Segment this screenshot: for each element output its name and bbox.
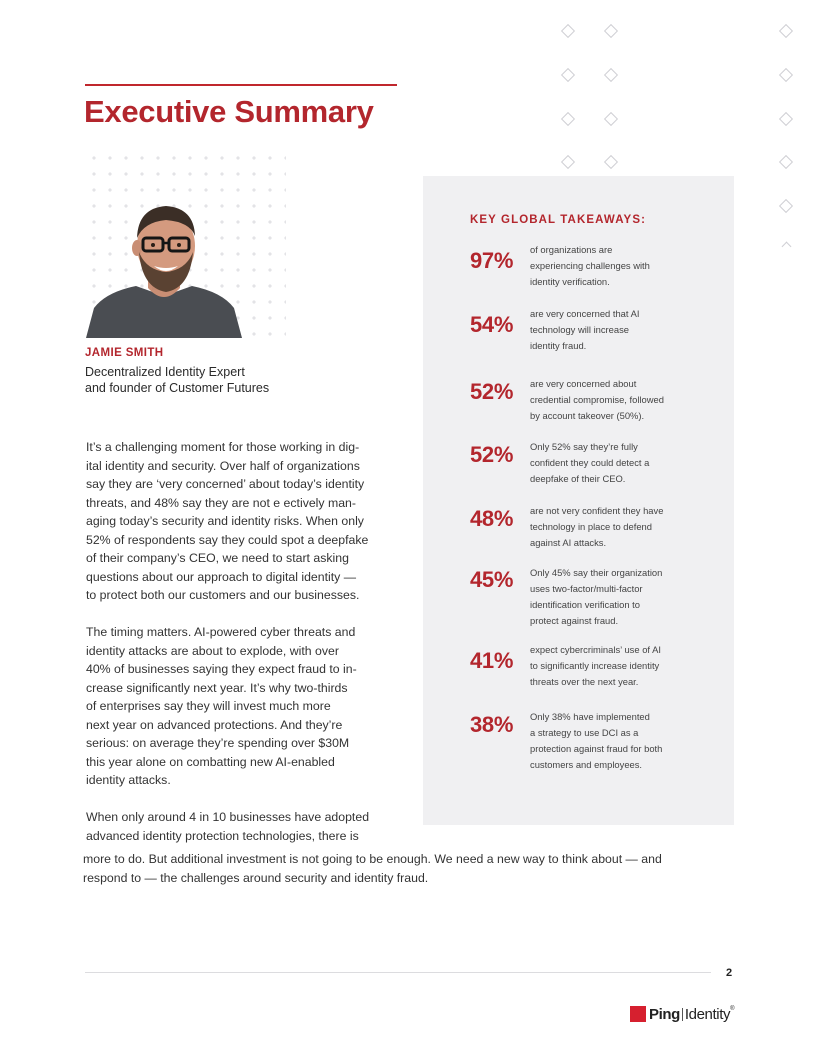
- author-role-line: and founder of Customer Futures: [85, 381, 270, 395]
- diamond-icon: [604, 68, 618, 82]
- stat-description: expect cybercriminals’ use of AI to significantly increase identity threats over the next year.: [530, 644, 661, 687]
- stat-description: are not very confident they have technology in place to defend against AI attacks.: [530, 505, 664, 548]
- stat-percentage: 48%: [470, 506, 514, 531]
- caret-up-icon: [782, 242, 792, 252]
- author-name: JAMIE SMITH: [85, 347, 164, 359]
- ping-identity-logo: [630, 1004, 735, 1024]
- diamond-icon: [779, 68, 793, 82]
- diamond-icon: [561, 68, 575, 82]
- diamond-icon: [561, 112, 575, 126]
- stat-percentage: 52%: [470, 442, 514, 467]
- diamond-icon: [779, 199, 793, 213]
- body-paragraph: It’s a challenging moment for those working in dig- ital identity and security. Over half of organizations say they are ‘very concerned’ about today’s identity threats, and 48% say they are not e ectively man- aging today’s security and identity risks. When only 52% of respondents say they could spot a deepfake of their company’s CEO, we need to start asking questions about our approach to digital identity — to protect both our customers and our businesses.: [86, 440, 369, 602]
- body-paragraph: The timing matters. AI-powered cyber threats and identity attacks are about to explode, with over 40% of businesses saying they expect fraud to in- crease significantly next year. It’s why two-thirds of enterprises say they will invest much more next year on advanced protections. And they’re serious: on average they’re spending over $30M this year alone on combatting new AI-enabled identity attacks.: [86, 625, 357, 787]
- ping-logo-mark-icon: [630, 1006, 646, 1022]
- stat-description: are very concerned about credential compromise, followed by account takeover (50%).: [530, 378, 664, 421]
- diamond-icon: [604, 155, 618, 169]
- stat-percentage: 41%: [470, 648, 514, 673]
- diamond-icon: [561, 24, 575, 38]
- diamond-icon: [779, 24, 793, 38]
- diamond-icon: [779, 112, 793, 126]
- author-photo: [86, 196, 242, 338]
- diamond-icon: [561, 155, 575, 169]
- stat-description: are very concerned that AI technology will increase identity fraud.: [530, 308, 640, 351]
- author-role: [85, 364, 269, 396]
- body-text-column: [86, 438, 396, 845]
- stat-description: Only 52% say they’re fully confident they could detect a deepfake of their CEO.: [530, 441, 650, 484]
- body-paragraph-continued: more to do. But additional investment is not going to be enough. We need a new way to think about — and respond to — the challenges around security and identity fraud.: [83, 852, 662, 885]
- body-paragraph: When only around 4 in 10 businesses have adopted advanced identity protection technologies, there is: [86, 810, 370, 843]
- diamond-icon: [604, 112, 618, 126]
- diamond-icon: [604, 24, 618, 38]
- page-number: 2: [726, 967, 733, 979]
- stat-description: Only 45% say their organization uses two-factor/multi-factor identification verification to protect against fraud.: [530, 567, 663, 626]
- author-role-line: Decentralized Identity Expert: [85, 365, 245, 379]
- logo-divider: [682, 1008, 683, 1021]
- logo-word-identity: Identity: [684, 1005, 731, 1023]
- stat-percentage: 52%: [470, 379, 514, 404]
- title-rule: [85, 84, 397, 86]
- diamond-icon: [779, 155, 793, 169]
- stat-percentage: 97%: [470, 248, 514, 273]
- stat-percentage: 45%: [470, 567, 514, 592]
- stat-percentage: 54%: [470, 312, 514, 337]
- key-takeaways-heading: KEY GLOBAL TAKEAWAYS:: [470, 214, 647, 226]
- stat-percentage: 38%: [470, 712, 514, 737]
- logo-trademark: ®: [730, 1006, 735, 1012]
- logo-word-ping: Ping: [649, 1005, 680, 1023]
- footer-rule: [85, 972, 711, 973]
- page-title: Executive Summary: [84, 94, 374, 129]
- stat-description: Only 38% have implemented a strategy to use DCI as a protection against fraud for both customers and employees.: [530, 711, 663, 770]
- stat-description: of organizations are experiencing challenges with identity verification.: [530, 244, 650, 287]
